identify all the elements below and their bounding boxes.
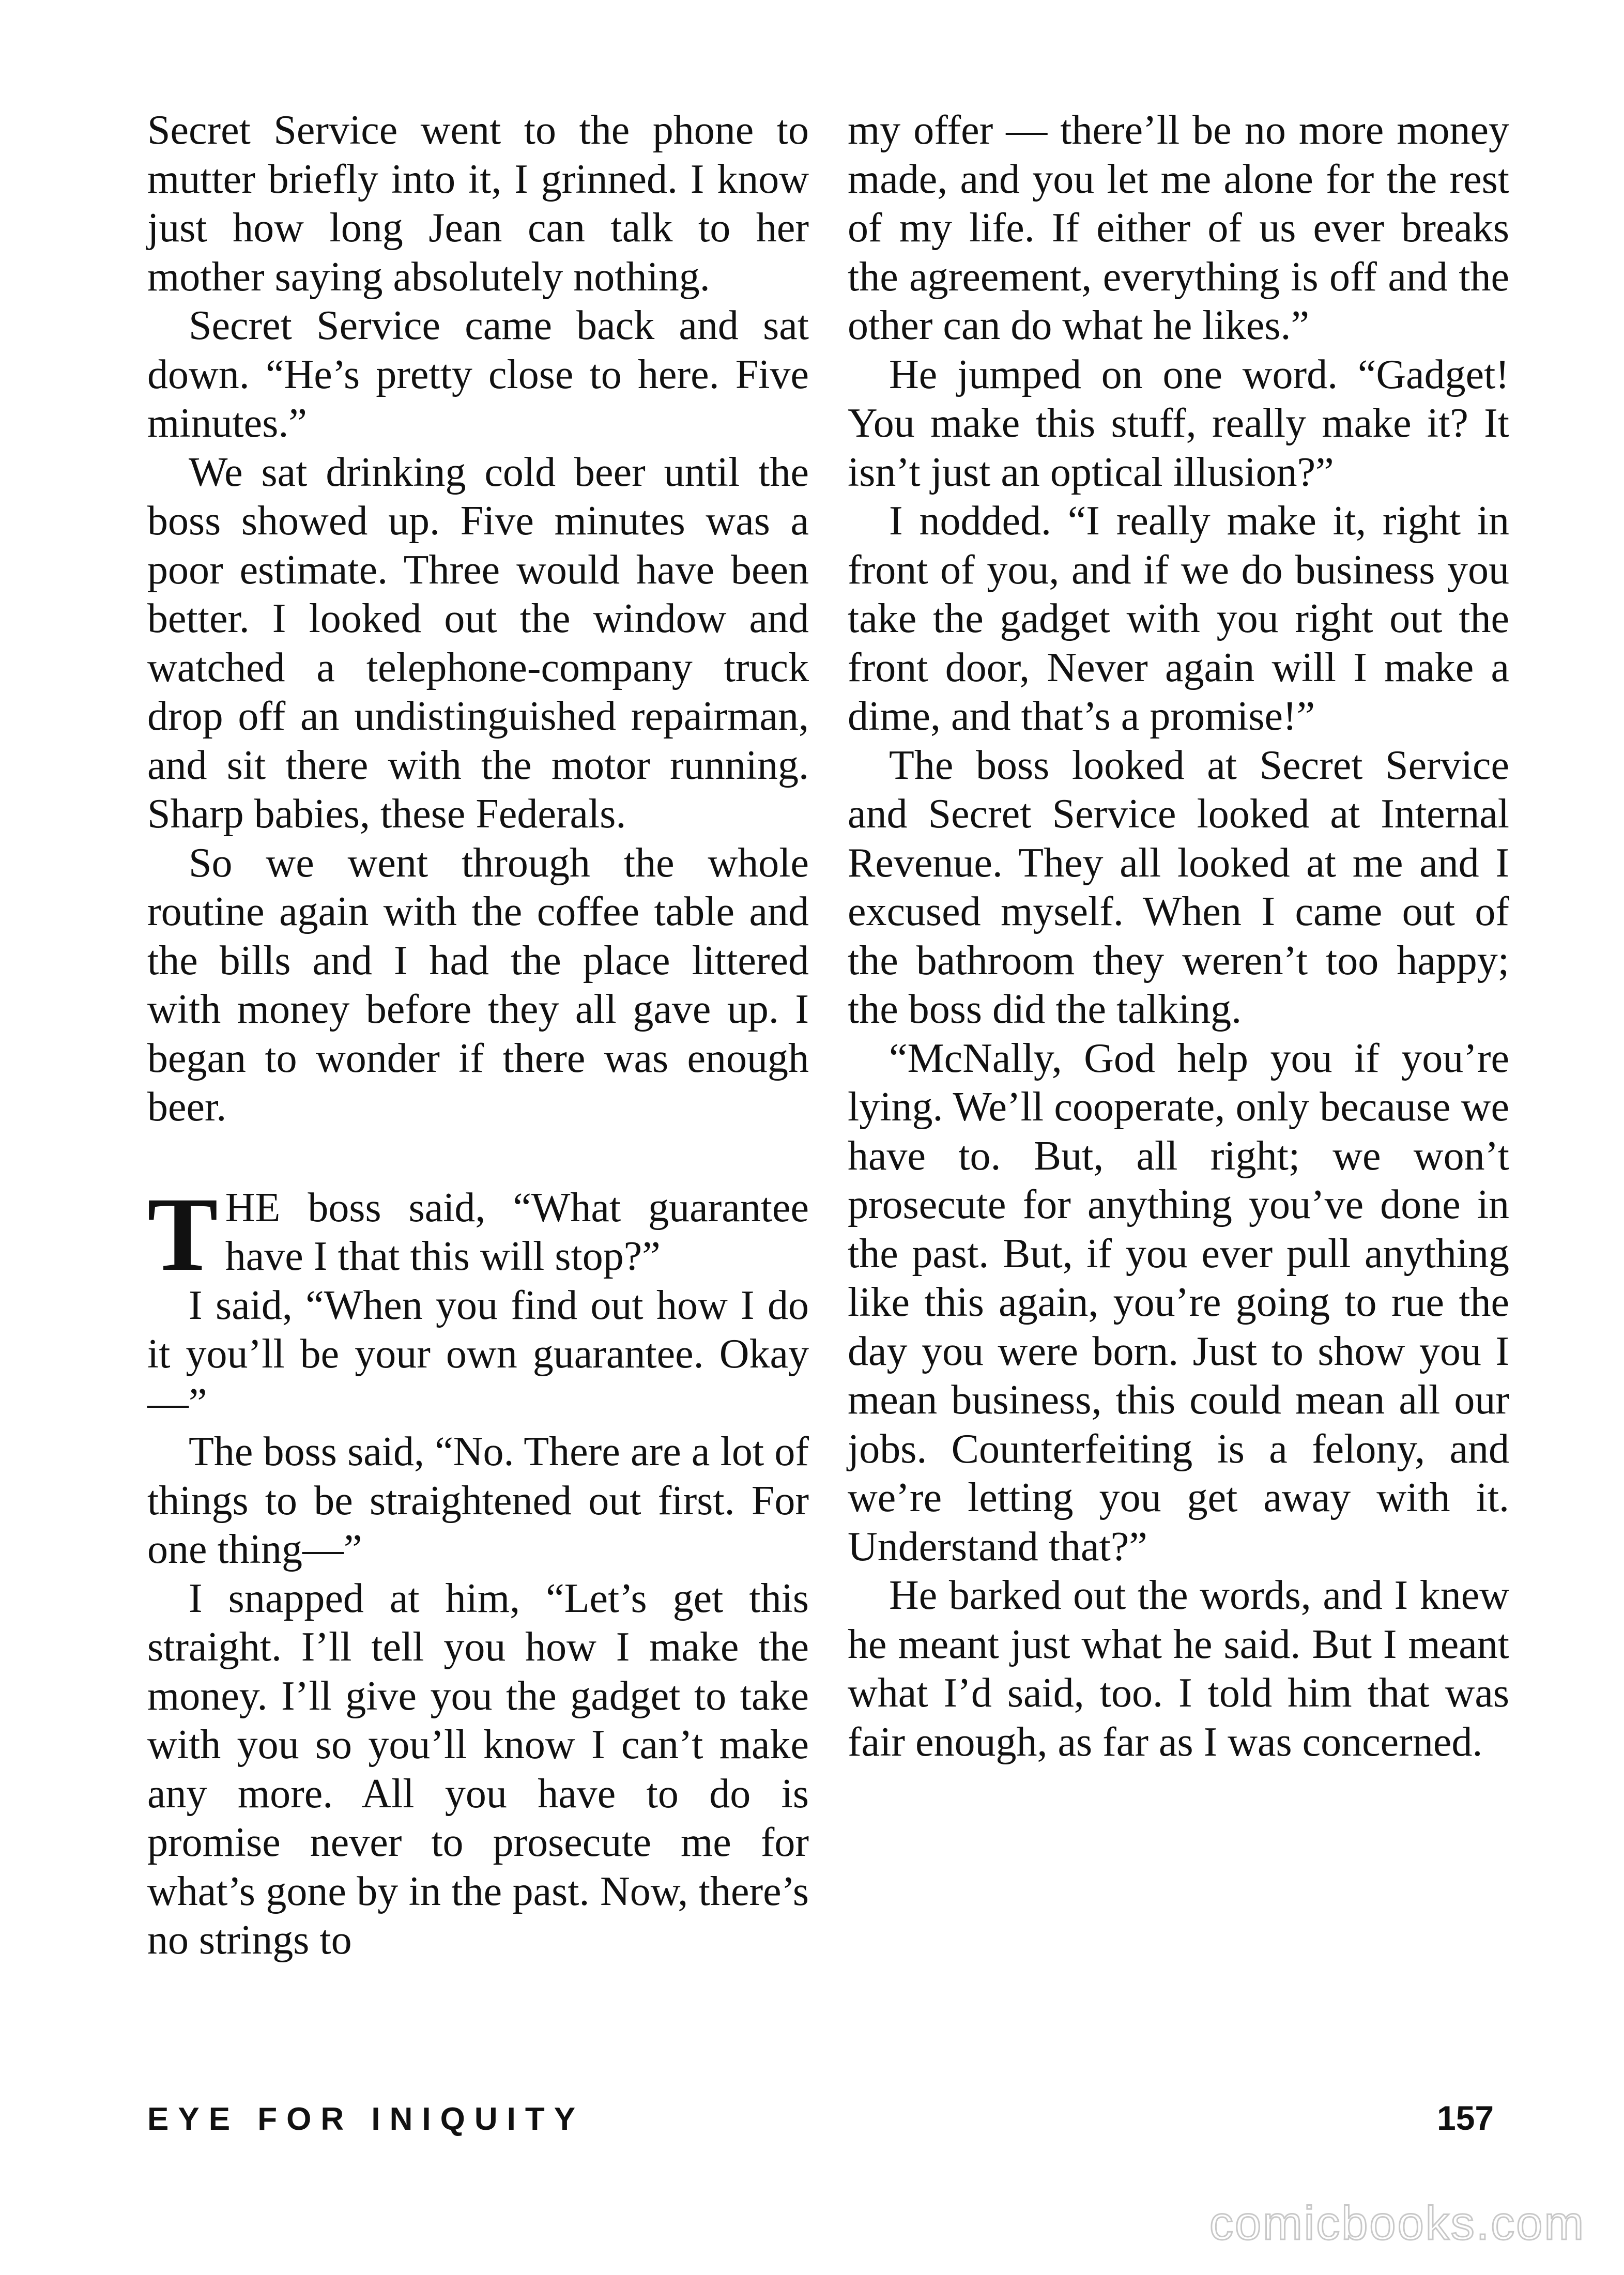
paragraph: The boss said, “No. There are a lot of things to be straightened out first. For one thing—” xyxy=(147,1429,809,1572)
left-column xyxy=(147,106,809,1965)
paragraph-dropcap xyxy=(147,1175,809,1293)
paragraph: So we went through the whole routine again with the coffee table and the bills and I had the place littered with money before they all gave up. I began to wonder if there was enough beer. xyxy=(147,840,809,1130)
paragraph: Secret Service went to the phone to mutter briefly into it, I grinned. I know just how long Jean can talk to her mother saying absolutely nothing. xyxy=(147,107,809,300)
paragraph: I snapped at him, “Let’s get this straight. I’ll tell you how I make the money. I’ll give you the gadget to take with you so you’ll know I can’t make any more. All you have to do is promise never to prosecute me for what’s gone by in the past. Now, there’s no strings to xyxy=(147,1575,809,1963)
paragraph: I said, “When you find out how I do it you’ll be your own guarantee. Okay—” xyxy=(147,1282,809,1426)
paragraph: Secret Service came back and sat down. “He’s pretty close to here. Five minutes.” xyxy=(147,303,809,446)
page-number: 157 xyxy=(1437,2099,1494,2137)
paragraph: He barked out the words, and I knew he meant just what he said. But I meant what I’d said, too. I told him that was fair enough, as far as I was concerned. xyxy=(848,1573,1509,1765)
paragraph: The boss looked at Secret Service and Secret Service looked at Internal Revenue. They all looked at me and I excused myself. When I came out of the bathroom they weren’t too happy; the boss did the talking. xyxy=(848,742,1509,1032)
section-break xyxy=(147,1132,809,1183)
drop-cap-letter: T xyxy=(147,1175,218,1293)
paragraph: He jumped on one word. “Gadget! You make this stuff, really make it? It isn’t just an optical illusion?” xyxy=(848,351,1509,495)
paragraph: We sat drinking cold beer until the boss showed up. Five minutes was a poor estimate. Three would have been better. I looked out the window and watched a telephone-company truck drop off an undistinguished repairman, and sit there with the motor running. Sharp babies, these Federals. xyxy=(147,449,809,837)
running-footer-title: EYE FOR INIQUITY xyxy=(147,2101,585,2137)
paragraph-text: HE boss said, “What guarantee have I that this will stop?” xyxy=(225,1185,809,1279)
paragraph: my offer — there’ll be no more money made, and you let me alone for the rest of my life. If either of us ever breaks the agreement, everything is off and the other can do what he likes.” xyxy=(848,107,1509,348)
paragraph: “McNally, God help you if you’re lying. We’ll cooperate, only because we have to. But, all right; we won’t prosecute for anything you’ve done in the past. But, if you ever pull anything like this again, you’re going to rue the day you were born. Just to show you I mean business, this could mean all our jobs. Counterfeiting is a felony, and we’re letting you get away with it. Understand that?” xyxy=(848,1035,1509,1570)
right-column xyxy=(848,106,1509,1766)
watermark: comicbooks.com xyxy=(1209,2197,1586,2250)
paragraph: I nodded. “I really make it, right in front of you, and if we do business you take the gadget with you right out the front door, Never again will I make a dime, and that’s a promise!” xyxy=(848,498,1509,739)
